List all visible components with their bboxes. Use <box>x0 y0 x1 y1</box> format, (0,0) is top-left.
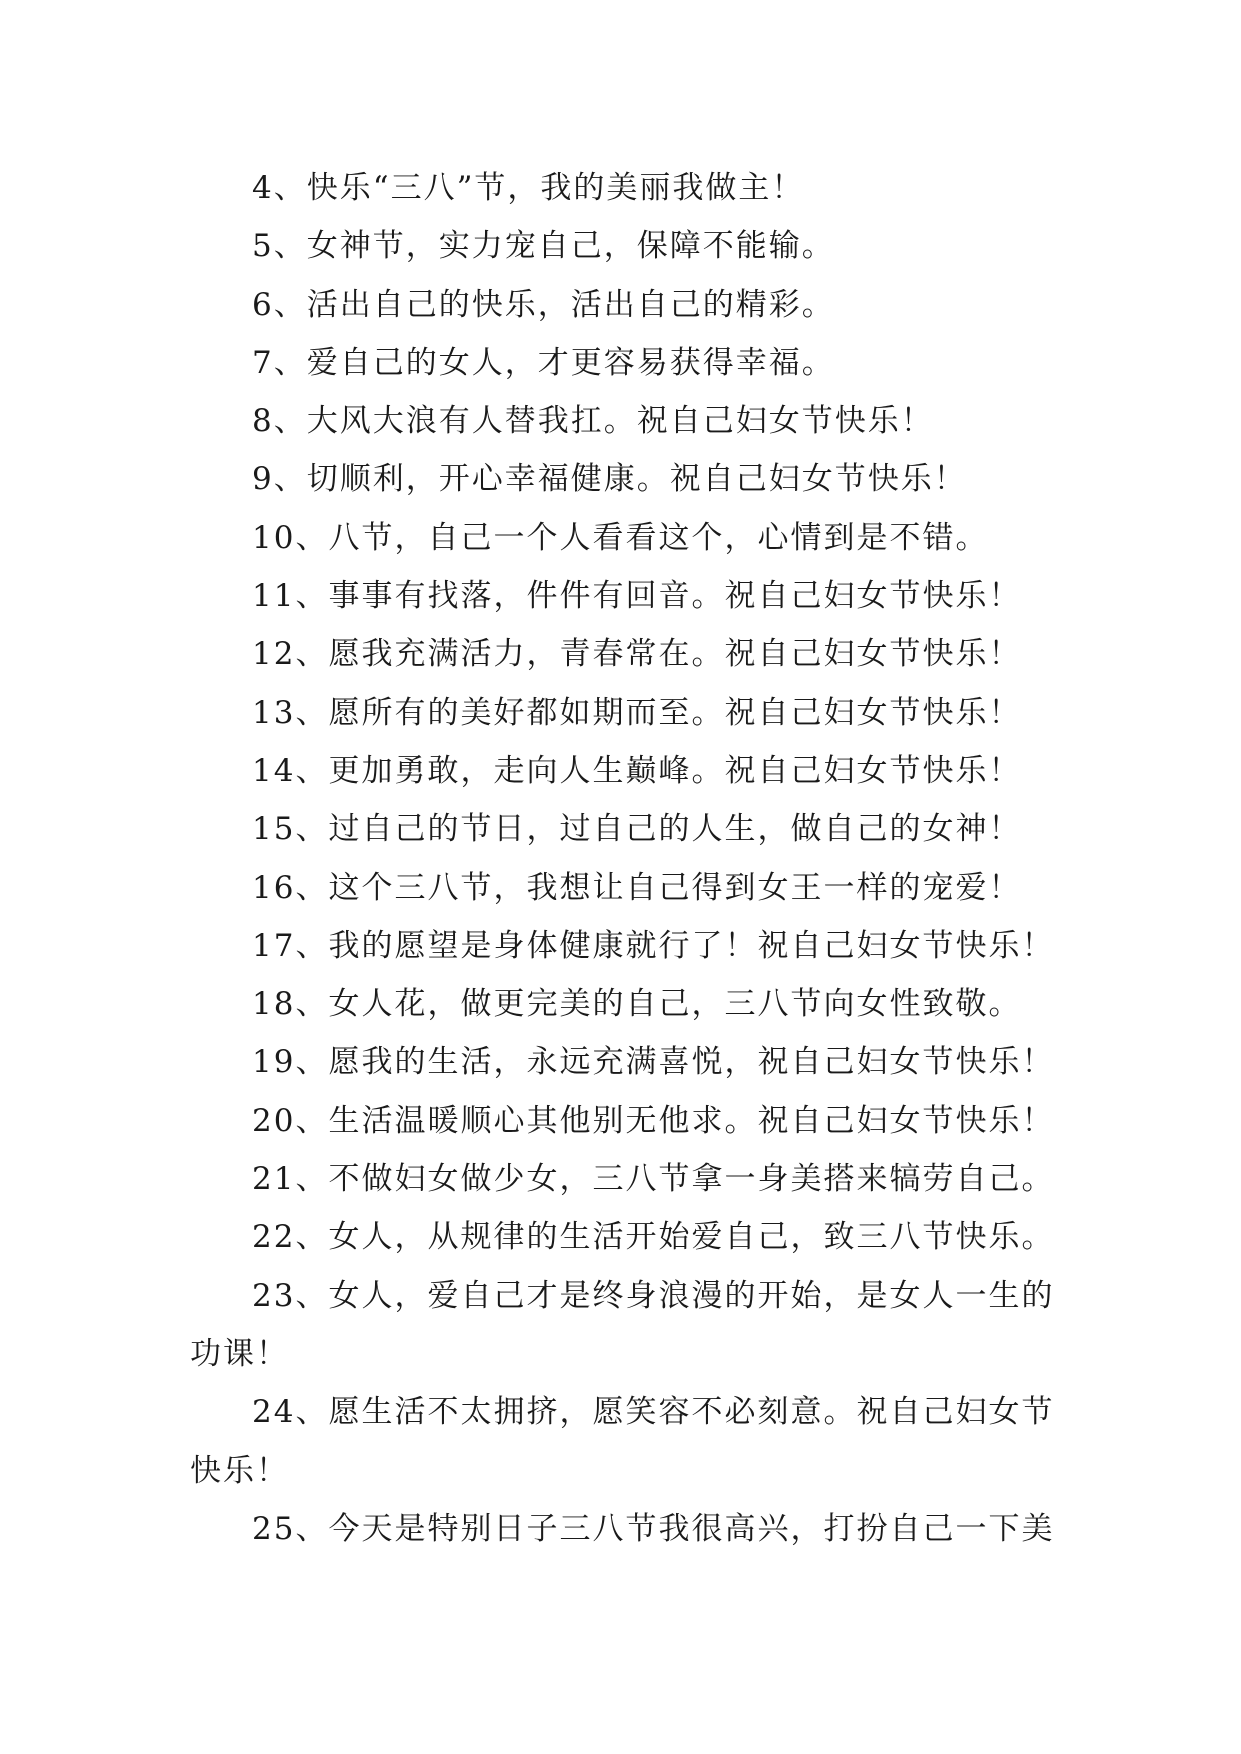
list-item: 6、活出自己的快乐，活出自己的精彩。 <box>252 286 835 323</box>
list-item: 24、愿生活不太拥挤，愿笑容不必刻意。祝自己妇女节快乐！ <box>190 1394 1055 1489</box>
list-item: 19、愿我的生活，永远充满喜悦，祝自己妇女节快乐！ <box>252 1044 1055 1081</box>
list-item: 17、我的愿望是身体健康就行了！祝自己妇女节快乐！ <box>252 927 1055 964</box>
list-item: 22、女人，从规律的生活开始爱自己，致三八节快乐。 <box>252 1219 1055 1256</box>
list-item: 14、更加勇敢，走向人生巅峰。祝自己妇女节快乐！ <box>252 752 1022 789</box>
list-item: 21、不做妇女做少女，三八节拿一身美搭来犒劳自己。 <box>252 1161 1055 1198</box>
list-item: 20、生活温暖顺心其他别无他求。祝自己妇女节快乐！ <box>252 1102 1055 1139</box>
list-item: 8、大风大浪有人替我扛。祝自己妇女节快乐！ <box>252 403 934 440</box>
list-item: 12、愿我充满活力，青春常在。祝自己妇女节快乐！ <box>252 636 1022 673</box>
list-item: 15、过自己的节日，过自己的人生，做自己的女神！ <box>252 811 1022 848</box>
list-item: 18、女人花，做更完美的自己，三八节向女性致敬。 <box>252 986 1022 1023</box>
list-item: 11、事事有找落，件件有回音。祝自己妇女节快乐！ <box>252 578 1022 615</box>
list-item: 10、八节，自己一个人看看这个，心情到是不错。 <box>252 519 989 556</box>
list-item: 7、爱自己的女人，才更容易获得幸福。 <box>252 344 835 381</box>
list-item: 25、今天是特别日子三八节我很高兴，打扮自己一下美 <box>252 1510 1055 1547</box>
list-item: 13、愿所有的美好都如期而至。祝自己妇女节快乐！ <box>252 694 1022 731</box>
list-item: 16、这个三八节，我想让自己得到女王一样的宠爱！ <box>252 869 1022 906</box>
document-body <box>190 159 1070 1558</box>
list-item: 9、切顺利，开心幸福健康。祝自己妇女节快乐！ <box>252 461 967 498</box>
list-item: 23、女人，爱自己才是终身浪漫的开始，是女人一生的功课！ <box>190 1277 1055 1372</box>
list-item: 4、快乐“三八”节，我的美丽我做主！ <box>252 170 805 206</box>
list-item: 5、女神节，实力宠自己，保障不能输。 <box>252 228 835 265</box>
